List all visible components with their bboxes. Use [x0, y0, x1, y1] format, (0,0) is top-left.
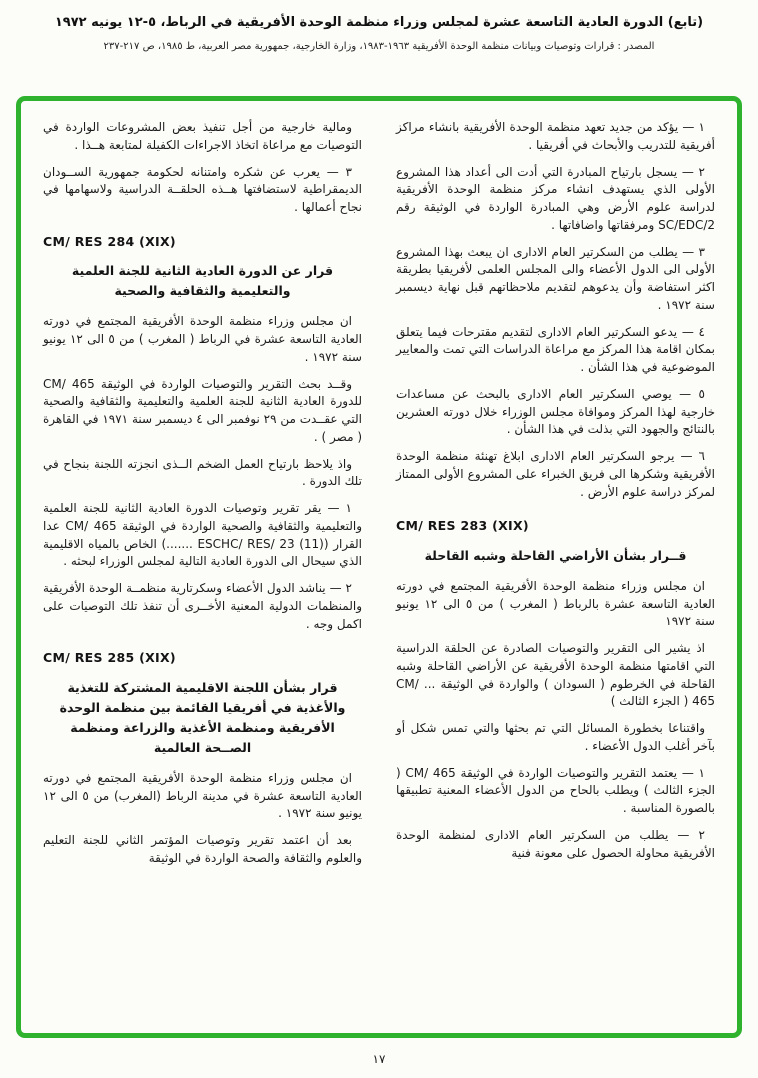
resolution-code: CM/ RES 284 (XIX) [43, 233, 176, 249]
page-number: ١٧ [372, 1052, 386, 1066]
paragraph: واقتناعا بخطورة المسائل التي تم بحثها والتي تمس شكل أو بآخر أغلب الدول الأعضاء . [396, 721, 715, 753]
paragraph: ٢ — يناشد الدول الأعضاء وسكرتارية منظمــة الوحدة الأفريقية والمنظمات الدولية المعنية الأخــرى أن تنفذ تلك التوصيات على اكمل وجه . [43, 581, 362, 631]
paragraph: ٢ — يسجل بارتياح المبادرة التي أدت الى أعداد هذا المشروع الأولى الذي يستهدف انشاء مركز منظمة الوحدة الأفريقية لدراسة علوم الأرض وهي المبادرة الواردة في الوثيقة رقم SC/EDC/2 ومرفقاتها واضافاتها . [396, 164, 715, 232]
header-session-line: (تابع) الدورة العادية التاسعة عشرة لمجلس وزراء منظمة الوحدة الأفريقية في الرباط، ٥-١٢ يونيه ١٩٧٢ [54, 15, 704, 30]
paragraph: ان مجلس وزراء منظمة الوحدة الأفريقية المجتمع في دورته العادية التاسعة عشرة في مدينة الرباط (المغرب) من ٥ الى ١٢ يونيو سنة ١٩٧٢ . [43, 770, 362, 821]
paragraph: ان مجلس وزراء منظمة الوحدة الأفريقية المجتمع في دورته العادية التاسعة عشرة في الرباط ( المغرب ) من ٥ الى ١٢ يونيو سنة ١٩٧٢ . [43, 314, 363, 364]
paragraph: ٣ — يعرب عن شكره وامتنانه لحكومة جمهورية الســودان الديمقراطية لاستضافتها هــذه الحلقــة الدراسية ولاسهامها في نجاح أعمالها . [43, 164, 362, 214]
paragraph: ١ — يعتمد التقرير والتوصيات الواردة في الوثيقة CM/ 465 ( الجزء الثالث ) ويطلب بالحاح من الدول الأعضاء المعنية تطبيقها بالصورة المناسبة . [396, 765, 715, 815]
header-source-line: المصدر : قرارات وتوصيات وبيانات منظمة الوحدة الأفريقية ١٩٦٣-١٩٨٣، وزارة الخارجية، جمهورية مصر العربية، ط ١٩٨٥، ص ٢١٧-٢٣٧ [103, 40, 655, 52]
paragraph: وقــد بحث التقرير والتوصيات الواردة في الوثيقة CM/ 465 للدورة العادية الثانية للجنة العلمية والتعليمية والثقافية والصحية التي عقــدت من ٢٩ نوفمبر الى ٤ ديسمبر سنة ١٩٧١ في القاهرة ( مصر ) . [43, 376, 363, 444]
paragraph: ٤ — يدعو السكرتير العام الادارى لتقديم مقترحات فيما يتعلق بمكان اقامة هذا المركز مع مراعاة الدراسات التي تمت والمعايير الموضوعية في هذا الشأن . [396, 324, 715, 374]
resolution-code: CM/ RES 283 (XIX) [396, 518, 529, 534]
resolution-title: قــرار بشأن الأراضي القاحلة وشبه القاحلة [424, 547, 687, 563]
paragraph: ١ — يقر تقرير وتوصيات الدورة العادية الثانية للجنة العلمية والتعليمية والثقافية والصحية الواردة في الوثيقة CM/ 465 عدا القرار (ESCHC/ RES/ 23 (11) .......) الخاص بالمياه الاقليمية الذي سيحال الى الدورة العادية التالية لمجلس الوزراء لبحثه . [43, 501, 362, 569]
paragraph: ومالية خارجية من أجل تنفيذ بعض المشروعات الواردة في التوصيات مع مراعاة اتخاذ الاجراءات الكفيلة لمتابعة هــذا . [43, 120, 362, 152]
paragraph: ٢ — يطلب من السكرتير العام الادارى لمنظمة الوحدة الأفريقية محاولة الحصول على معونة فنية [396, 827, 715, 860]
green-frame [16, 96, 742, 1038]
paragraph: واذ يلاحظ بارتياح العمل الضخم الــذى انجزته اللجنة بنجاح في تلك الدورة . [43, 456, 362, 489]
paragraph: ٣ — يطلب من السكرتير العام الادارى ان يبعث بهذا المشروع الأولى الى الدول الأعضاء والى المجلس العلمى لأفريقيا بطريقة اكثر استفاضة وأن يدعوهم لتقديم ملاحظاتهم قبل نهاية ديسمبر سنة ١٩٧٢ . [396, 244, 715, 312]
paragraph: ٥ — يوصي السكرتير العام الادارى بالبحث عن مساعدات خارجية لهذا المركز وموافاة مجلس الوزراء خلال دورته العشرين بالنتائج والجهود التي بذلت في هذا الشأن . [396, 386, 715, 437]
paragraph: ١ — يؤكد من جديد تعهد منظمة الوحدة الأفريقية بانشاء مراكز أفريقية للتدريب والأبحاث في أفريقيا . [396, 120, 715, 152]
page-header [0, 0, 758, 54]
paragraph: ٦ — يرجو السكرتير العام الادارى ابلاغ تهنئة منظمة الوحدة الأفريقية وشكرها الى فريق الخبراء على المشروع الأولى الممتاز لمركز دراسة علوم الأرض . [396, 449, 715, 499]
column-right [396, 119, 715, 1021]
paragraph: بعد أن اعتمد تقرير وتوصيات المؤتمر الثاني للجنة التعليم والعلوم والثقافة والصحة الواردة في الوثيقة [43, 833, 362, 865]
resolution-code: CM/ RES 285 (XIX) [43, 650, 176, 666]
column-left [43, 119, 362, 1021]
resolution-title: قرار عن الدورة العادية الثانية للجنة العلمية والتعليمية والثقافية والصحية [71, 263, 334, 299]
paragraph: اذ يشير الى التقرير والتوصيات الصادرة عن الحلقة الدراسية التي اقامتها منظمة الوحدة الأفريقية عن الأراضي القاحلة وشبه القاحلة في الخرطوم ( السودان ) والواردة في الوثيقة ... CM/ 465 ( الجزء الثالث ) [396, 641, 715, 709]
paragraph: ان مجلس وزراء منظمة الوحدة الأفريقية المجتمع في دورته العادية التاسعة عشرة بالرباط ( المغرب ) من ٥ الى ١٢ يونيو سنة ١٩٧٢ [396, 578, 716, 629]
resolution-title: قرار بشأن اللجنة الاقليمية المشتركة للتغذية والأغذية في أفريقيا القائمة بين منظمة الوحدة الأفريقية ومنظمة الأغذية والزراعة ومنظمة الصــحة العالمية [59, 679, 346, 755]
